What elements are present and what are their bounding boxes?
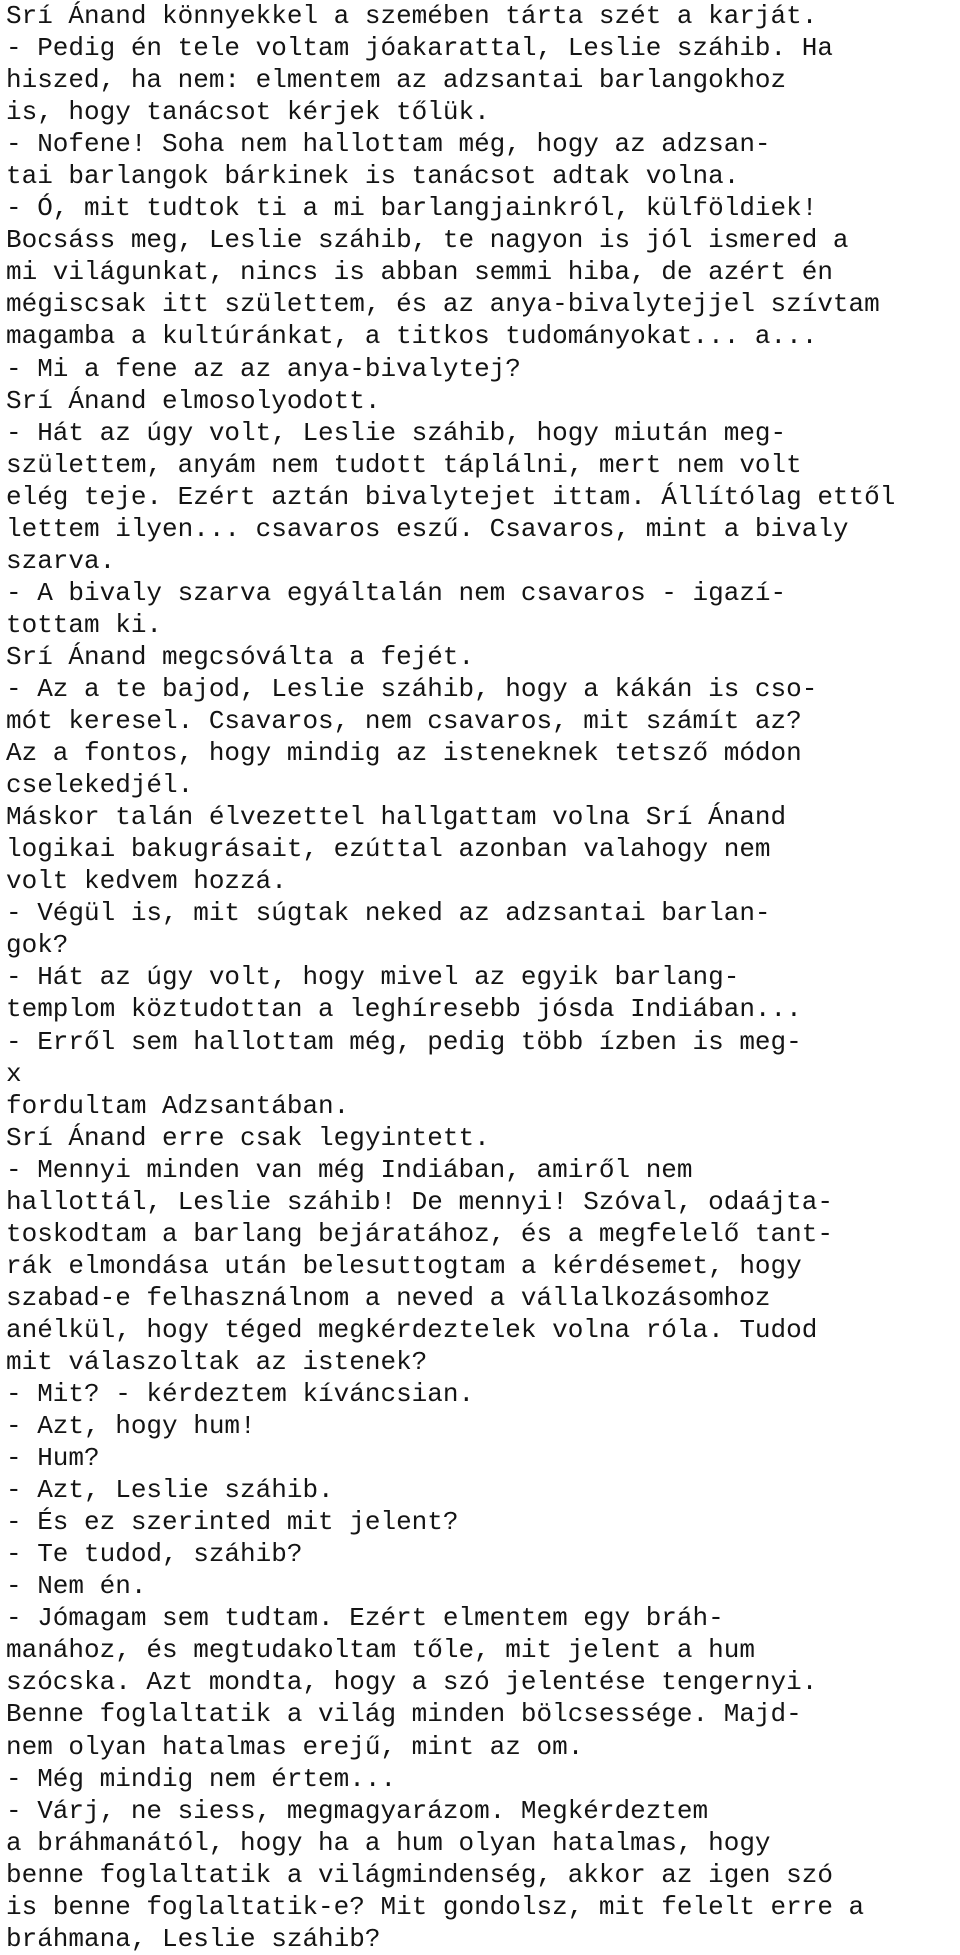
text-line: - Jómagam sem tudtam. Ezért elmentem egy bráh-: [6, 1603, 724, 1634]
text-line: Bocsáss meg, Leslie száhib, te nagyon is jól ismered a: [6, 225, 849, 256]
text-line: - Azt, Leslie száhib.: [6, 1475, 334, 1506]
text-line: a bráhmanától, hogy ha a hum olyan hatalmas, hogy: [6, 1827, 771, 1858]
text-line: nem olyan hatalmas erejű, mint az om.: [6, 1731, 584, 1762]
text-line: szócska. Azt mondta, hogy a szó jelentése tengernyi.: [6, 1667, 818, 1698]
text-line: mit válaszoltak az istenek?: [6, 1346, 428, 1377]
text-line: Srí Ánand megcsóválta a fejét.: [6, 641, 475, 672]
text-line: Srí Ánand könnyekkel a szemében tárta szét a karját.: [6, 1, 818, 31]
text-line: fordultam Adzsantában.: [6, 1090, 350, 1121]
text-line: születtem, anyám nem tudott táplálni, mert nem volt: [6, 449, 802, 480]
text-line: cselekedjél.: [6, 770, 194, 801]
text-line: toskodtam a barlang bejáratához, és a megfelelő tant-: [6, 1218, 833, 1249]
text-line: - Várj, ne siess, megmagyarázom. Megkérdeztem: [6, 1795, 709, 1826]
text-line: hallottál, Leslie száhib! De mennyi! Szóval, odaájta-: [6, 1186, 833, 1217]
text-line: lettem ilyen... csavaros eszű. Csavaros, mint a bivaly: [6, 513, 849, 544]
text-line: mégiscsak itt születtem, és az anya-bivalytejjel szívtam: [6, 289, 880, 320]
text-line: - Mi a fene az az anya-bivalytej?: [6, 353, 521, 384]
text-line: x: [6, 1058, 22, 1089]
text-line: - Erről sem hallottam még, pedig több ízben is meg-: [6, 1026, 802, 1057]
text-line: - Mennyi minden van még Indiában, amiről nem: [6, 1154, 693, 1185]
text-line: Srí Ánand erre csak legyintett.: [6, 1122, 490, 1153]
text-line: rák elmondása után belesuttogtam a kérdésemet, hogy: [6, 1250, 802, 1281]
text-line: Az a fontos, hogy mindig az isteneknek tetsző módon: [6, 738, 802, 769]
text-line: - Végül is, mit súgtak neked az adzsantai barlan-: [6, 898, 771, 929]
text-line: manához, és megtudakoltam tőle, mit jelent a hum: [6, 1635, 755, 1666]
text-line: - Nem én.: [6, 1571, 147, 1602]
text-line: tai barlangok bárkinek is tanácsot adtak volna.: [6, 161, 740, 192]
text-line: - Hát az úgy volt, Leslie száhib, hogy miután meg-: [6, 417, 787, 448]
text-line: volt kedvem hozzá.: [6, 866, 287, 897]
document-page: [6, 0, 956, 1955]
text-line: is, hogy tanácsot kérjek tőlük.: [6, 97, 490, 128]
text-line: Benne foglaltatik a világ minden bölcsessége. Majd-: [6, 1699, 802, 1730]
text-line: - Az a te bajod, Leslie száhib, hogy a kákán is cso-: [6, 673, 818, 704]
text-line: - Ó, mit tudtok ti a mi barlangjainkról, külföldiek!: [6, 193, 818, 224]
text-line: magamba a kultúránkat, a titkos tudományokat... a...: [6, 321, 818, 352]
text-line: - Azt, hogy hum!: [6, 1411, 256, 1442]
text-line: is benne foglaltatik-e? Mit gondolsz, mit felelt erre a: [6, 1891, 865, 1922]
text-line: bráhmana, Leslie száhib?: [6, 1923, 381, 1954]
text-line: tottam ki.: [6, 609, 163, 640]
text-line: - Még mindig nem értem...: [6, 1763, 397, 1794]
text-line: - Nofene! Soha nem hallottam még, hogy az adzsan-: [6, 129, 771, 160]
text-line: - Mit? - kérdeztem kíváncsian.: [6, 1379, 475, 1410]
text-line: templom köztudottan a leghíresebb jósda Indiában...: [6, 994, 802, 1025]
text-line: mi világunkat, nincs is abban semmi hiba, de azért én: [6, 257, 833, 288]
text-line: szarva.: [6, 545, 116, 576]
text-line: - És ez szerinted mit jelent?: [6, 1507, 459, 1538]
text-line: Máskor talán élvezettel hallgattam volna Srí Ánand: [6, 802, 787, 833]
text-line: logikai bakugrásait, ezúttal azonban valahogy nem: [6, 834, 771, 865]
text-line: Srí Ánand elmosolyodott.: [6, 385, 381, 416]
text-line: - Pedig én tele voltam jóakarattal, Leslie száhib. Ha: [6, 33, 833, 64]
text-line: hiszed, ha nem: elmentem az adzsantai barlangokhoz: [6, 65, 787, 96]
text-line: anélkül, hogy téged megkérdeztelek volna róla. Tudod: [6, 1314, 818, 1345]
text-line: mót keresel. Csavaros, nem csavaros, mit számít az?: [6, 706, 802, 737]
text-line: - A bivaly szarva egyáltalán nem csavaros - igazí-: [6, 577, 787, 608]
text-line: - Hum?: [6, 1443, 100, 1474]
text-line: - Hát az úgy volt, hogy mivel az egyik barlang-: [6, 962, 740, 993]
text-line: szabad-e felhasználnom a neved a vállalkozásomhoz: [6, 1282, 771, 1313]
text-line: elég teje. Ezért aztán bivalytejet ittam. Állítólag ettől: [6, 481, 896, 512]
text-line: gok?: [6, 930, 69, 961]
text-line: benne foglaltatik a világmindenség, akkor az igen szó: [6, 1859, 833, 1890]
text-line: - Te tudod, száhib?: [6, 1539, 303, 1570]
